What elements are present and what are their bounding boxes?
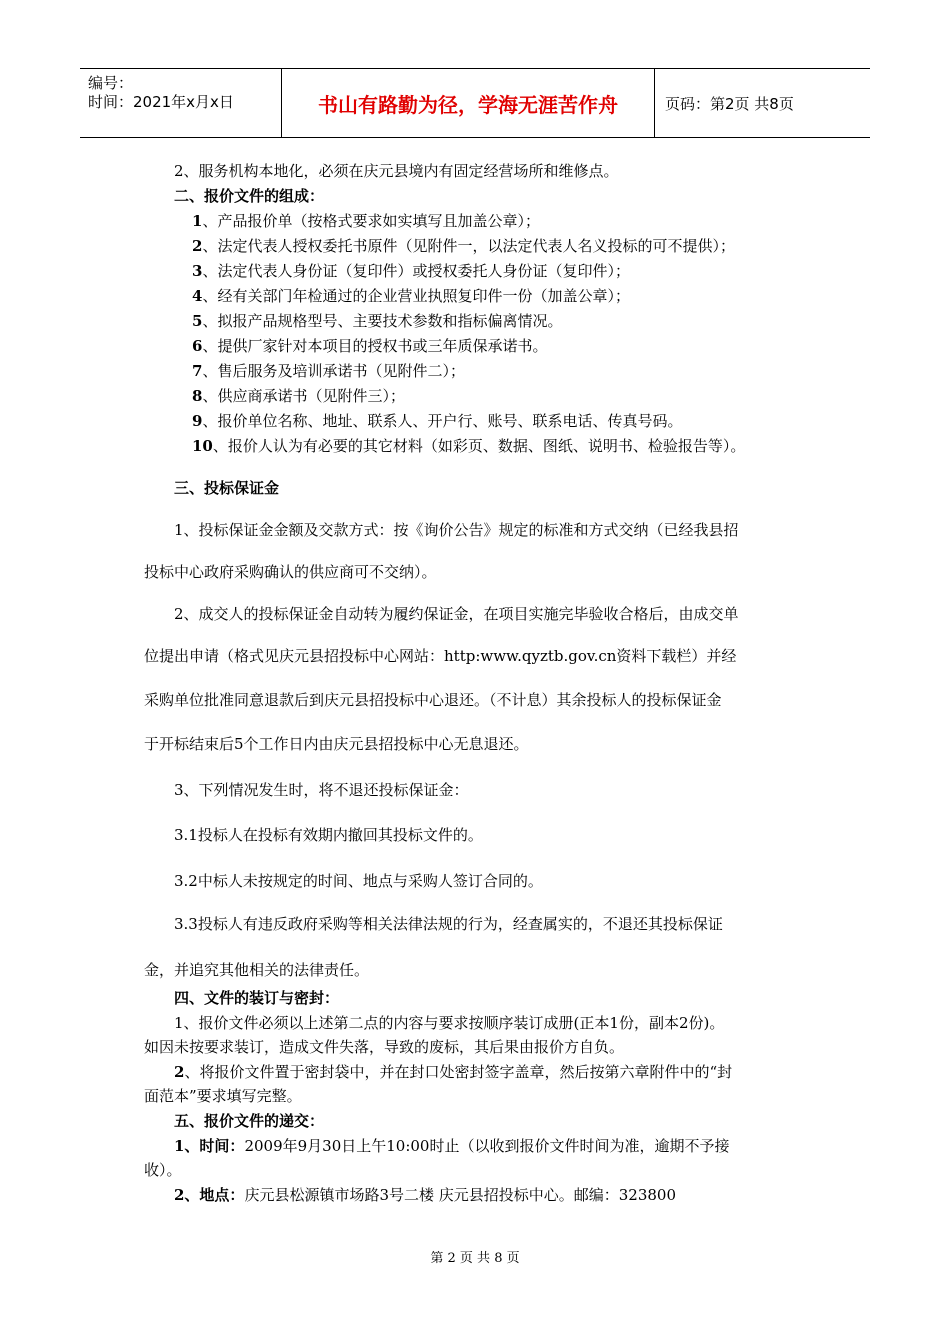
- list-item: 5、拟报产品规格型号、主要技术参数和指标偏离情况。: [192, 312, 563, 330]
- section-heading: 四、文件的装订与密封：: [174, 989, 340, 1007]
- paragraph: 位提出申请（格式见庆元县招投标中心网站：http:www.qyztb.gov.cn资料下载栏）并经: [144, 647, 737, 665]
- paragraph: 1、报价文件必须以上述第二点的内容与要求按顺序装订成册(正本1份，副本2份)。: [174, 1014, 725, 1032]
- paragraph: 金，并追究其他相关的法律责任。: [144, 961, 370, 979]
- section-heading: 五、报价文件的递交：: [174, 1112, 325, 1130]
- section-heading: 二、报价文件的组成：: [174, 187, 325, 205]
- paragraph: 于开标结束后5个工作日内由庆元县招投标中心无息退还。: [144, 735, 529, 753]
- list-item: 4、经有关部门年检通过的企业营业执照复印件一份（加盖公章）；: [192, 287, 630, 305]
- paragraph: 1、投标保证金金额及交款方式：按《询价公告》规定的标准和方式交纳（已经我县招: [174, 521, 739, 539]
- header-page-info: 页码：第2页 共8页: [665, 94, 794, 113]
- header-motto: 书山有路勤为径，学海无涯苦作舟: [282, 69, 655, 137]
- paragraph: 2、服务机构本地化，必须在庆元县境内有固定经营场所和维修点。: [174, 162, 619, 180]
- paragraph: 2、将报价文件置于密封袋中，并在封口处密封签字盖章，然后按第六章附件中的“封: [174, 1063, 733, 1081]
- paragraph: 3.1投标人在投标有效期内撤回其投标文件的。: [174, 826, 483, 844]
- list-item: 1、产品报价单（按格式要求如实填写且加盖公章）；: [192, 212, 540, 230]
- list-item: 9、报价单位名称、地址、联系人、开户行、账号、联系电话、传真号码。: [192, 412, 683, 430]
- paragraph: 3、下列情况发生时，将不退还投标保证金：: [174, 781, 469, 799]
- header-meta: [80, 69, 282, 137]
- list-item: 10、报价人认为有必要的其它材料（如彩页、数据、图纸、说明书、检验报告等）。: [192, 437, 746, 455]
- paragraph: 如因未按要求装订，造成文件失落，导致的废标，其后果由报价方自负。: [144, 1038, 625, 1056]
- list-item: 8、供应商承诺书（见附件三）；: [192, 387, 405, 405]
- paragraph: 2、成交人的投标保证金自动转为履约保证金，在项目实施完毕验收合格后，由成交单: [174, 605, 739, 623]
- section-heading: 三、投标保证金: [174, 479, 280, 497]
- list-item: 6、提供厂家针对本项目的授权书或三年质保承诺书。: [192, 337, 548, 355]
- page-footer: 第 2 页 共 8 页: [430, 1251, 520, 1266]
- header-time: 时间：2021年x月x日: [88, 93, 234, 111]
- header-number: 编号：: [88, 74, 134, 92]
- paragraph: 采购单位批准同意退款后到庆元县招投标中心退还。（不计息）其余投标人的投标保证金: [144, 691, 722, 709]
- paragraph: 收）。: [144, 1161, 182, 1179]
- paragraph: 1、时间：2009年9月30日上午10:00时止（以收到报价文件时间为准，逾期不予接: [174, 1137, 730, 1155]
- paragraph: 投标中心政府采购确认的供应商可不交纳）。: [144, 563, 437, 581]
- paragraph: 3.3投标人有违反政府采购等相关法律法规的行为，经查属实的，不退还其投标保证: [174, 915, 723, 933]
- list-item: 3、法定代表人身份证（复印件）或授权委托人身份证（复印件）；: [192, 262, 630, 280]
- paragraph: 面范本”要求填写完整。: [144, 1087, 302, 1105]
- list-item: 7、售后服务及培训承诺书（见附件二）；: [192, 362, 465, 380]
- page-header: [80, 68, 870, 138]
- list-item: 2、法定代表人授权委托书原件（见附件一，以法定代表人名义投标的可不提供）；: [192, 237, 735, 255]
- paragraph: 2、地点：庆元县松源镇市场路3号二楼 庆元县招投标中心。邮编：323800: [174, 1186, 677, 1204]
- paragraph: 3.2中标人未按规定的时间、地点与采购人签订合同的。: [174, 872, 543, 890]
